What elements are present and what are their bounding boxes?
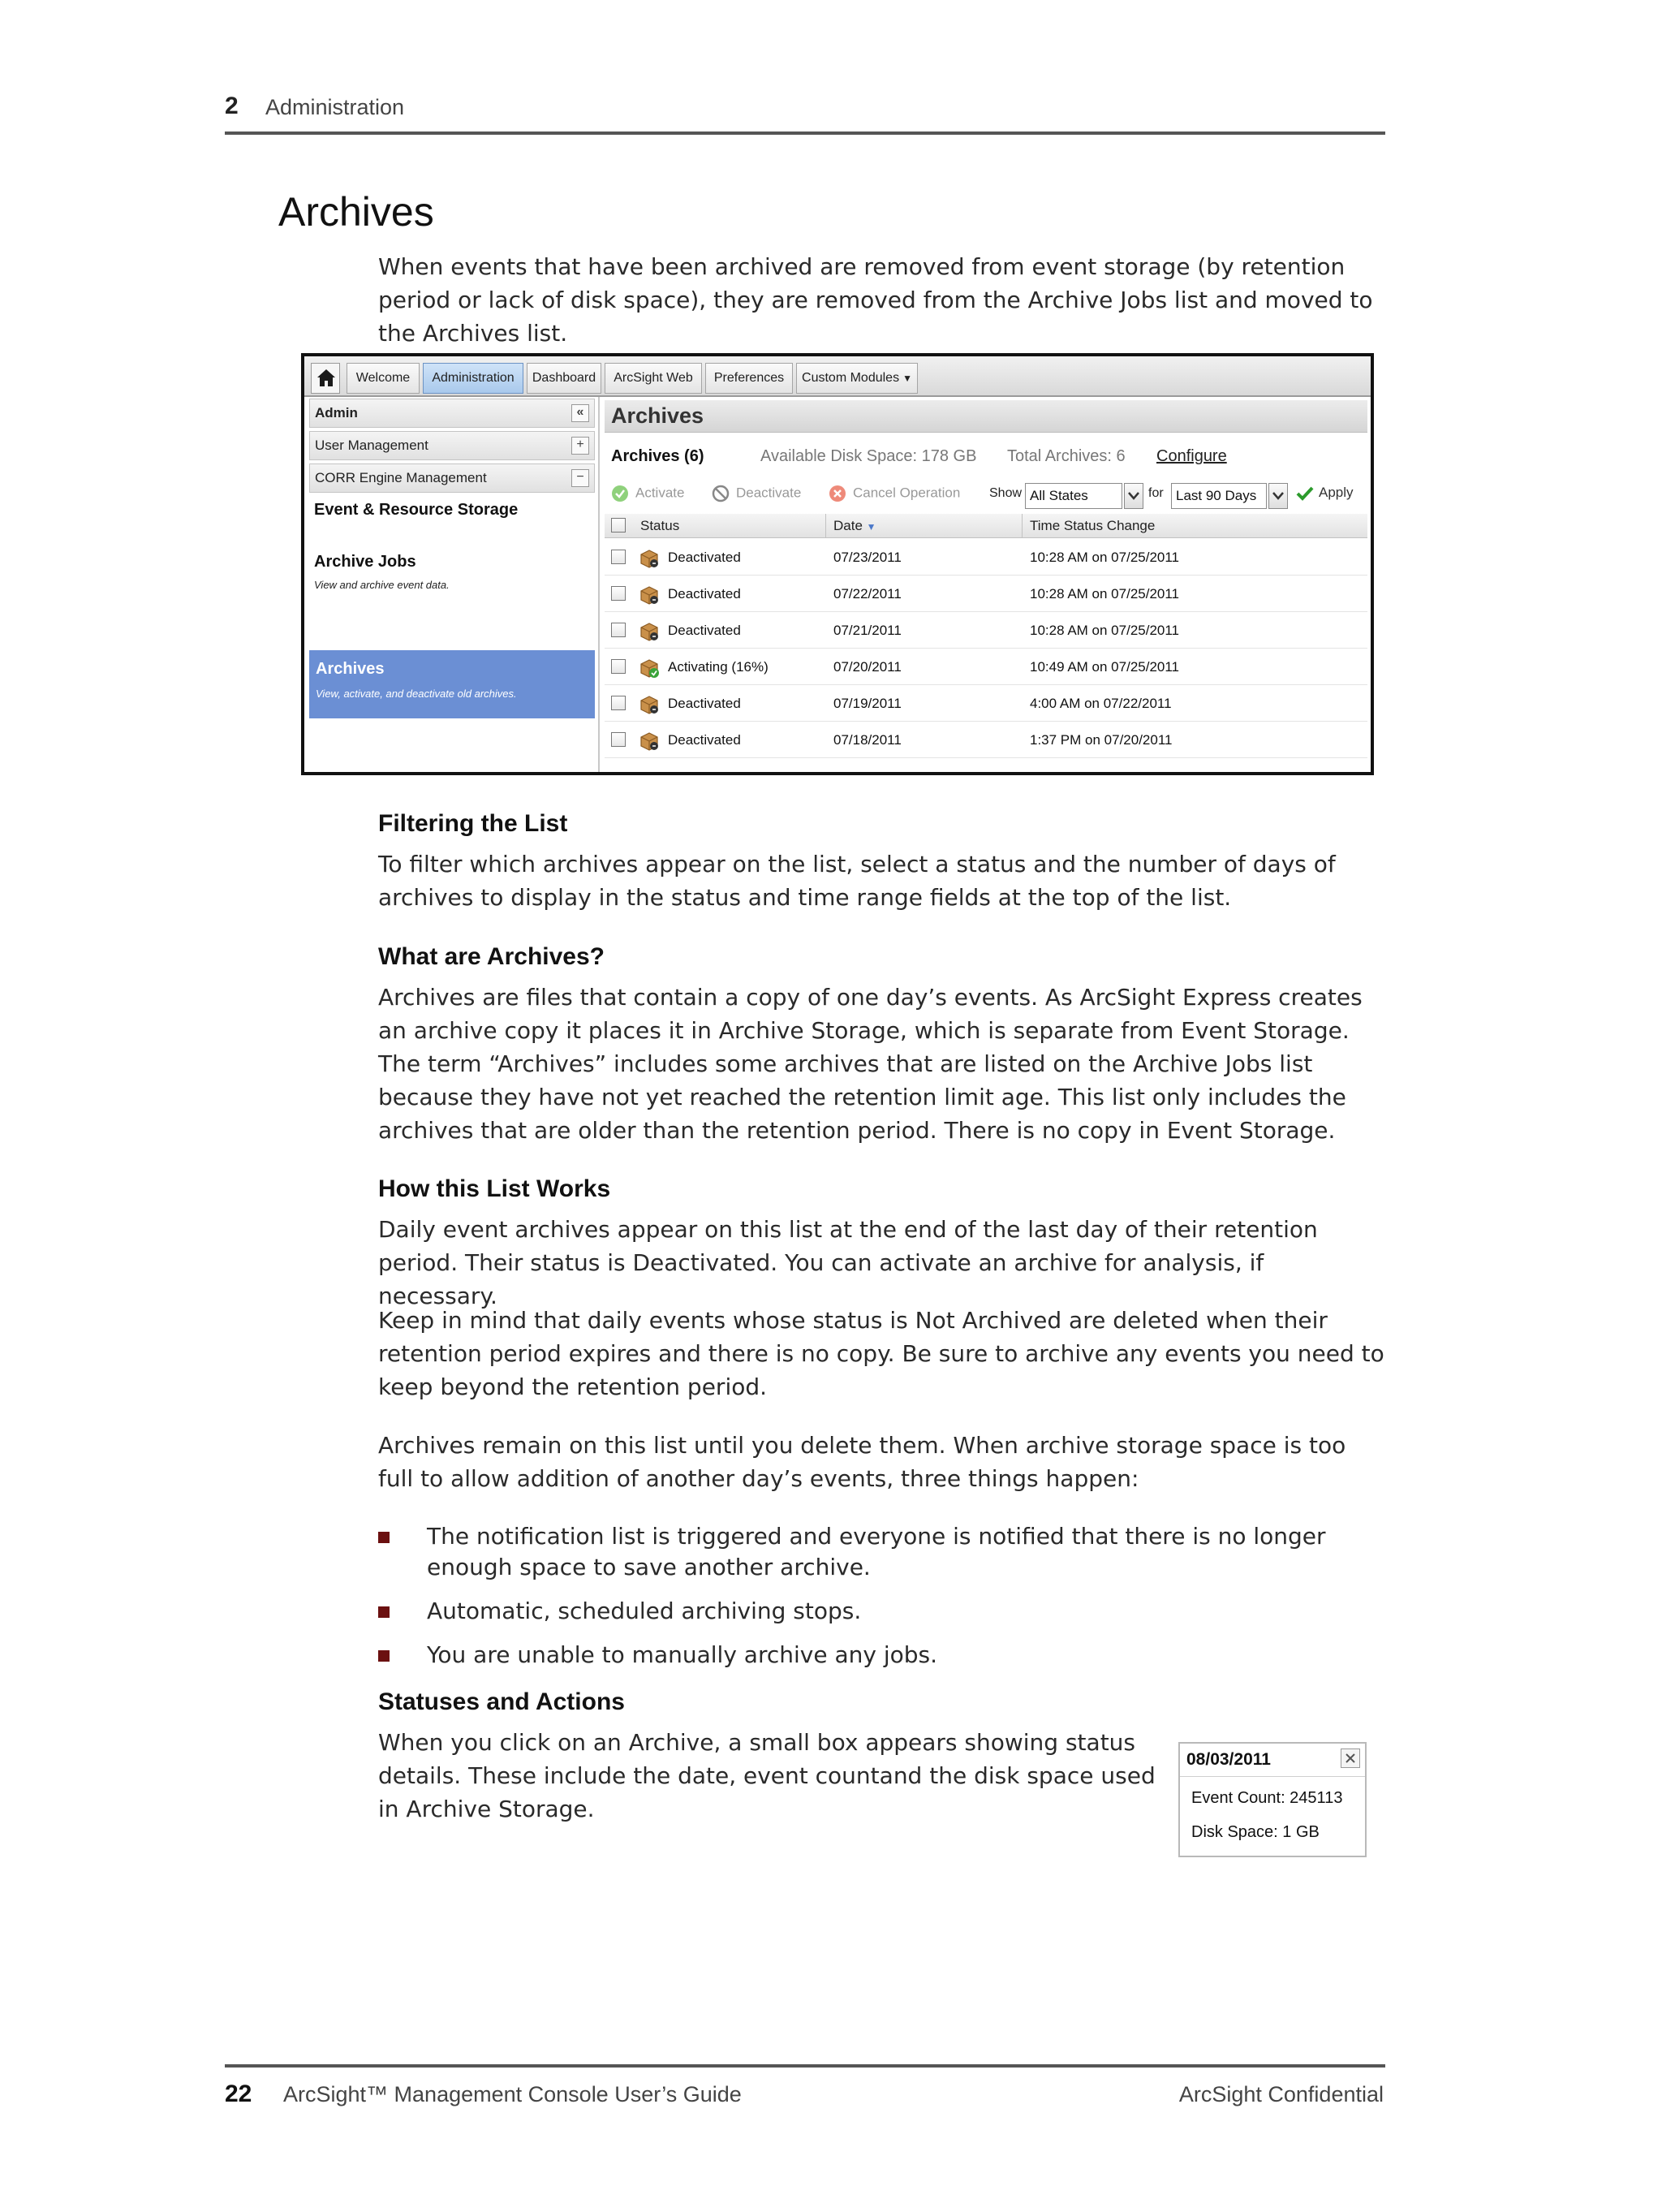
archive-activating-icon — [639, 658, 660, 683]
table-row[interactable] — [605, 649, 1367, 685]
archive-deactivated-icon — [639, 731, 660, 756]
panel-header — [605, 400, 1367, 433]
row-checkbox[interactable] — [611, 732, 626, 747]
archive-count: Archives (6) — [611, 447, 704, 465]
show-label: Show — [989, 486, 1023, 500]
bullet-text: Automatic, scheduled archiving stops. — [427, 1598, 862, 1624]
bullet-text: You are unable to manually archive any jobs. — [427, 1641, 938, 1668]
for-label: for — [1148, 486, 1164, 500]
table-row[interactable] — [605, 540, 1367, 576]
archives-screenshot — [301, 353, 1374, 775]
row-time-status-change: 10:28 AM on 07/25/2011 — [1030, 586, 1180, 602]
time-range-select[interactable]: Last 90 Days — [1171, 483, 1267, 509]
row-date: 07/18/2011 — [833, 732, 902, 748]
status-filter-select[interactable]: All States — [1025, 483, 1122, 509]
check-circle-icon — [611, 485, 629, 502]
table-row[interactable] — [605, 576, 1367, 612]
deactivate-label: Deactivate — [736, 485, 802, 501]
archive-deactivated-icon — [639, 548, 660, 573]
table-header — [605, 514, 1367, 538]
row-time-status-change: 4:00 AM on 07/22/2011 — [1030, 696, 1172, 711]
sidebar-item-label: CORR Engine Management — [315, 470, 487, 485]
sidebar-item-label: Archives — [316, 660, 385, 678]
cancel-operation-button[interactable] — [829, 485, 960, 502]
sidebar-admin-label: Admin — [315, 405, 358, 420]
page-number: 22 — [225, 2080, 252, 2107]
how-list-works-paragraph-1: Daily event archives appear on this list at the end of the last day of their retention period. Their status is Deactivated. You can activate an archive for analysis, if necessary. — [378, 1216, 1318, 1309]
row-time-status-change: 10:28 AM on 07/25/2011 — [1030, 550, 1180, 565]
column-date[interactable] — [833, 518, 876, 534]
row-time-status-change: 10:49 AM on 07/25/2011 — [1030, 659, 1180, 675]
column-divider — [1022, 514, 1023, 538]
row-checkbox[interactable] — [611, 696, 626, 710]
intro-paragraph: When events that have been archived are removed from event storage (by retention period or lack of disk space), they are removed from the Archive Jobs list and moved to the Archives list. — [378, 253, 1373, 347]
tab-welcome[interactable]: Welcome — [347, 363, 420, 394]
page-footer — [225, 2064, 1385, 2105]
panel-title: Archives — [611, 403, 704, 428]
sidebar-group-heading: Event & Resource Storage — [314, 501, 519, 519]
home-button[interactable] — [311, 363, 340, 394]
popup-disk-space: Disk Space: 1 GB — [1191, 1823, 1320, 1841]
column-date-label: Date — [833, 518, 863, 533]
row-date: 07/19/2011 — [833, 696, 902, 711]
bullet-square — [378, 1650, 390, 1662]
checkmark-icon — [1296, 485, 1314, 502]
status-filter-dropdown[interactable] — [1124, 483, 1143, 509]
sidebar-item-user-management[interactable] — [309, 431, 595, 460]
chevron-down-icon: ▼ — [902, 373, 912, 384]
table-row[interactable] — [605, 722, 1367, 758]
close-icon — [1346, 1753, 1355, 1763]
sidebar-item-archive-jobs[interactable]: Archive Jobs — [314, 553, 416, 571]
row-status: Deactivated — [668, 732, 741, 748]
sidebar-item-archives[interactable] — [309, 650, 595, 718]
sidebar-item-label: User Management — [315, 438, 428, 453]
row-date: 07/23/2011 — [833, 550, 902, 565]
statuses-actions-heading: Statuses and Actions — [378, 1688, 625, 1715]
row-status: Deactivated — [668, 696, 741, 711]
apply-label: Apply — [1319, 485, 1354, 500]
row-status: Deactivated — [668, 550, 741, 565]
row-date: 07/20/2011 — [833, 659, 902, 675]
column-status[interactable]: Status — [640, 518, 680, 533]
tab-administration[interactable]: Administration — [423, 363, 523, 394]
filtering-paragraph: To filter which archives appear on the list, select a status and the number of days of archives to display in the status and time range fields at the top of the list. — [378, 851, 1336, 911]
row-date: 07/22/2011 — [833, 586, 902, 602]
collapse-sidebar-button[interactable]: « — [571, 404, 589, 422]
configure-link[interactable]: Configure — [1156, 447, 1227, 465]
row-checkbox[interactable] — [611, 586, 626, 601]
archive-info-bar — [605, 438, 1367, 476]
archives-panel — [601, 397, 1371, 775]
row-status: Deactivated — [668, 623, 741, 638]
popup-divider — [1180, 1776, 1365, 1777]
sidebar-item-corr-engine[interactable] — [309, 464, 595, 493]
section-title: Archives — [278, 189, 434, 235]
table-row[interactable] — [605, 613, 1367, 649]
how-list-works-heading: How this List Works — [378, 1175, 611, 1202]
time-range-dropdown[interactable] — [1268, 483, 1288, 509]
tab-custom-modules[interactable] — [796, 363, 918, 394]
sidebar — [304, 397, 600, 775]
chevron-down-icon — [1272, 492, 1284, 500]
statuses-actions-paragraph: When you click on an Archive, a small box appears showing status details. These include the date, event countand the disk space used in Archive Storage. — [378, 1729, 1156, 1822]
how-list-works-paragraph-3: Archives remain on this list until you delete them. When archive storage space is too full to allow addition of another day’s events, three things happen: — [378, 1432, 1346, 1492]
activate-button[interactable] — [611, 485, 684, 502]
available-disk-space: Available Disk Space: 178 GB — [760, 447, 977, 465]
activate-label: Activate — [635, 485, 685, 501]
bullet-square — [378, 1606, 390, 1618]
sidebar-admin-header — [309, 399, 595, 428]
row-checkbox[interactable] — [611, 550, 626, 564]
popup-event-count: Event Count: 245113 — [1191, 1789, 1343, 1807]
chevron-down-icon — [1128, 492, 1139, 500]
chapter-title: Administration — [265, 95, 405, 119]
apply-button[interactable] — [1296, 485, 1354, 502]
archive-deactivated-icon — [639, 584, 660, 610]
column-divider — [825, 514, 826, 538]
tab-preferences[interactable]: Preferences — [705, 363, 793, 394]
close-button[interactable] — [1341, 1748, 1360, 1768]
select-all-checkbox[interactable] — [611, 518, 626, 533]
how-list-works-paragraph-2: Keep in mind that daily events whose status is Not Archived are deleted when their retention period expires and there is no copy. Be sure to archive any events you need to keep beyond the retention period. — [378, 1307, 1384, 1400]
sidebar-item-description: View and archive event data. — [314, 579, 450, 591]
tab-bar — [304, 356, 1371, 397]
total-archives: Total Archives: 6 — [1007, 447, 1126, 465]
status-details-popup — [1178, 1742, 1367, 1857]
popup-date: 08/03/2011 — [1186, 1750, 1271, 1769]
bullet-square — [378, 1532, 390, 1543]
block-icon — [712, 485, 730, 502]
row-status: Activating (16%) — [668, 659, 769, 675]
column-time-status-change[interactable]: Time Status Change — [1030, 518, 1156, 533]
guide-title: ArcSight™ Management Console User’s Guide — [283, 2082, 742, 2106]
bullet-text: The notification list is triggered and everyone is notified that there is no longer enough space to save another archive. — [427, 1523, 1326, 1580]
tab-custom-modules-label: Custom Modules — [802, 371, 900, 385]
home-icon — [316, 368, 337, 389]
row-checkbox[interactable] — [611, 623, 626, 637]
confidential-notice: ArcSight Confidential — [1178, 2082, 1384, 2106]
archive-toolbar — [605, 478, 1367, 511]
sidebar-item-description: View, activate, and deactivate old archives. — [316, 688, 517, 700]
collapse-icon[interactable]: − — [571, 469, 589, 487]
archive-deactivated-icon — [639, 621, 660, 646]
row-time-status-change: 1:37 PM on 07/20/2011 — [1030, 732, 1173, 748]
row-date: 07/21/2011 — [833, 623, 902, 638]
expand-icon[interactable]: + — [571, 437, 589, 455]
deactivate-button[interactable] — [712, 485, 801, 502]
cancel-operation-label: Cancel Operation — [853, 485, 961, 501]
row-checkbox[interactable] — [611, 659, 626, 674]
table-row[interactable] — [605, 686, 1367, 722]
sort-desc-icon: ▼ — [866, 521, 876, 533]
filtering-heading: Filtering the List — [378, 810, 568, 837]
tab-dashboard[interactable]: Dashboard — [527, 363, 601, 394]
what-are-archives-paragraph: Archives are files that contain a copy of one day’s events. As ArcSight Express creates an archive copy it places it in Archive Storage, which is separate from Event Storage. The term “Archives” includes some archives that are listed on the Archive Jobs list because they have not yet reached the retention limit age. This list only includes the archives that are older than the retention period. There is no copy in Event Storage. — [378, 984, 1363, 1144]
tab-arcsight-web[interactable]: ArcSight Web — [605, 363, 702, 394]
row-time-status-change: 10:28 AM on 07/25/2011 — [1030, 623, 1180, 638]
page-header — [225, 93, 1385, 135]
chapter-number: 2 — [225, 93, 239, 119]
row-status: Deactivated — [668, 586, 741, 602]
cancel-icon — [829, 485, 846, 502]
archive-deactivated-icon — [639, 694, 660, 719]
what-are-archives-heading: What are Archives? — [378, 943, 605, 970]
